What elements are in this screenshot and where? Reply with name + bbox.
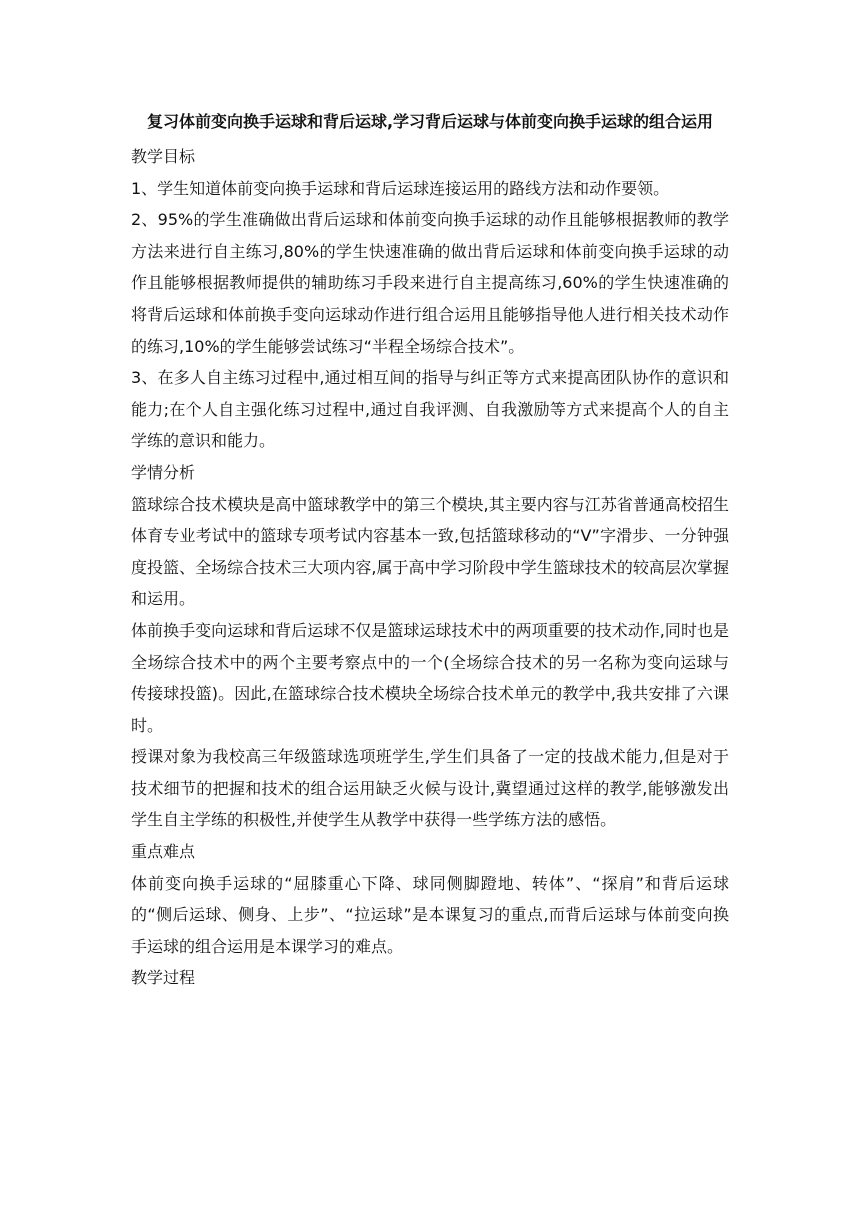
section-heading: 学情分析 bbox=[131, 462, 196, 482]
paragraph: 2、95%的学生准确做出背后运球和体前变向换手运球的动作且能够根据教师的教学方法来进行自主练习,80%的学生快速准确的做出背后运球和体前变向换手运球的动作且能够根据教师提供的辅助练习手段来进行自主提高练习,60%的学生快速准确的将背后运球和体前换手变向运球动作进行组合运用且能够指导他人进行相关技术动作的练习,10%的学生能够尝试练习“半程全场综合技术”。 bbox=[131, 210, 729, 356]
section-heading: 重点难点 bbox=[131, 842, 196, 862]
section-heading: 教学过程 bbox=[131, 968, 196, 988]
section-objectives bbox=[131, 141, 729, 457]
section-key-points bbox=[131, 836, 729, 962]
document-page bbox=[131, 102, 729, 994]
paragraph: 篮球综合技术模块是高中篮球教学中的第三个模块,其主要内容与江苏省普通高校招生体育专业考试中的篮球专项考试内容基本一致,包括篮球移动的“V”字滑步、一分钟强度投篮、全场综合技术三大项内容,属于高中学习阶段中学生篮球技术的较高层次掌握和运用。 bbox=[131, 494, 729, 609]
section-learner-analysis bbox=[131, 457, 729, 836]
paragraph: 3、在多人自主练习过程中,通过相互间的指导与纠正等方式来提高团队协作的意识和能力;在个人自主强化练习过程中,通过自我评测、自我激励等方式来提高个人的自主学练的意识和能力。 bbox=[131, 368, 729, 451]
paragraph: 体前换手变向运球和背后运球不仅是篮球运球技术中的两项重要的技术动作,同时也是全场综合技术中的两个主要考察点中的一个(全场综合技术的另一名称为变向运球与传接球投篮)。因此,在篮球综合技术模块全场综合技术单元的教学中,我共安排了六课时。 bbox=[131, 620, 729, 735]
section-heading: 教学目标 bbox=[131, 147, 196, 166]
paragraph: 授课对象为我校高三年级篮球选项班学生,学生们具备了一定的技战术能力,但是对于技术细节的把握和技术的组合运用缺乏火候与设计,冀望通过这样的教学,能够激发出学生自主学练的积极性,并使学生从教学中获得一些学练方法的感悟。 bbox=[131, 747, 729, 830]
document-title: 复习体前变向换手运球和背后运球,学习背后运球与体前变向换手运球的组合运用 bbox=[146, 112, 714, 131]
paragraph: 体前变向换手运球的“屈膝重心下降、球同侧脚蹬地、转体”、“探肩”和背后运球的“侧后运球、侧身、上步”、“拉运球”是本课复习的重点,而背后运球与体前变向换手运球的组合运用是本课学习的难点。 bbox=[131, 873, 729, 956]
section-teaching-process bbox=[131, 962, 729, 994]
paragraph: 1、学生知道体前变向换手运球和背后运球连接运用的路线方法和动作要领。 bbox=[131, 178, 670, 198]
